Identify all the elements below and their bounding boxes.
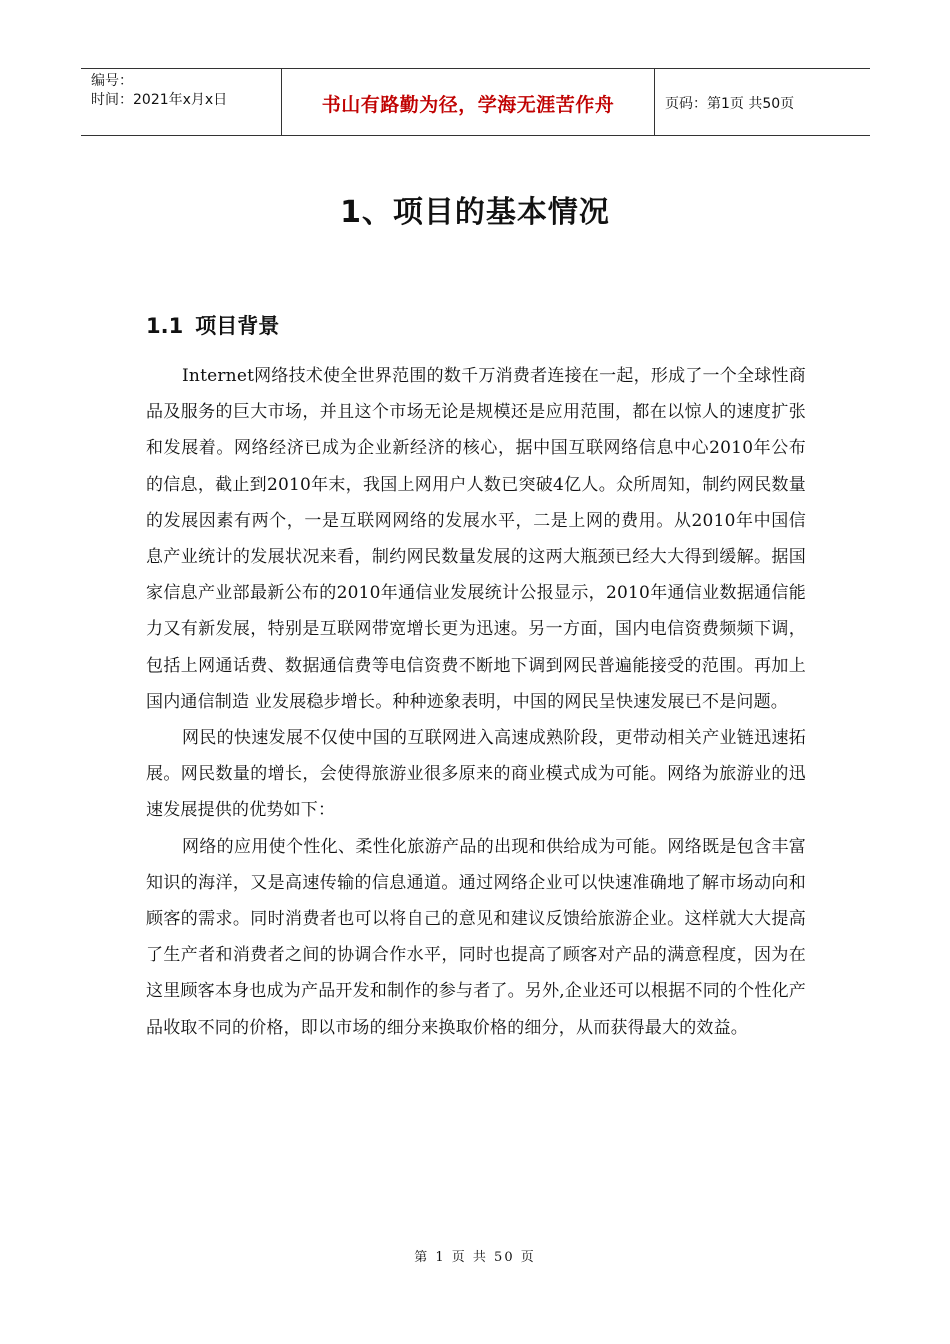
document-header xyxy=(81,68,870,136)
body-text xyxy=(146,358,806,1046)
header-motto: 书山有路勤为径，学海无涯苦作舟 xyxy=(321,93,615,116)
page-footer: 第 1 页 共 50 页 xyxy=(414,1250,536,1265)
paragraph: 网络的应用使个性化、柔性化旅游产品的出现和供给成为可能。网络既是包含丰富知识的海洋，又是高速传输的信息通道。通过网络企业可以快速准确地了解市场动向和顾客的需求。同时消费者也可以将自己的意见和建议反馈给旅游企业。这样就大大提高了生产者和消费者之间的协调合作水平，同时也提高了顾客对产品的满意程度，因为在这里顾客本身也成为产品开发和制作的参与者了。另外,企业还可以根据不同的个性化产品收取不同的价格，即以市场的细分来换取价格的细分，从而获得最大的效益。 xyxy=(146,836,806,1038)
header-page-info: 页码：第1页 共50页 xyxy=(665,96,795,112)
section-title: 项目背景 xyxy=(195,314,280,338)
header-meta-cell xyxy=(81,69,282,135)
paragraph: 网民的快速发展不仅使中国的互联网进入高速成熟阶段，更带动相关产业链迅速拓展。网民数量的增长，会使得旅游业很多原来的商业模式成为可能。网络为旅游业的迅速发展提供的优势如下： xyxy=(146,728,806,821)
chapter-title: 1、项目的基本情况 xyxy=(340,195,610,230)
paragraph: Internet网络技术使全世界范围的数千万消费者连接在一起，形成了一个全球性商品及服务的巨大市场，并且这个市场无论是规模还是应用范围，都在以惊人的速度扩张和发展着。网络经济已成为企业新经济的核心，据中国互联网络信息中心2010年公布的信息，截止到2010年末，我国上网用户人数已突破4亿人。众所周知，制约网民数量的发展因素有两个，一是互联网网络的发展水平，二是上网的费用。从2010年中国信息产业统计的发展状况来看，制约网民数量发展的这两大瓶颈已经大大得到缓解。据国家信息产业部最新公布的2010年通信业发展统计公报显示，2010年通信业数据通信能力又有新发展，特别是互联网带宽增长更为迅速。另一方面，国内电信资费频频下调，包括上网通话费、数据通信费等电信资费不断地下调到网民普遍能接受的范围。再加上国内通信制造 业发展稳步增长。种种迹象表明，中国的网民呈快速发展已不是问题。 xyxy=(146,366,806,712)
header-motto-cell xyxy=(282,69,655,135)
section-heading xyxy=(146,310,279,340)
document-date-label: 时间：2021年x月x日 xyxy=(91,92,228,108)
header-page-cell xyxy=(655,69,870,135)
section-number: 1.1 xyxy=(146,314,184,338)
document-number-label: 编号： xyxy=(91,73,133,89)
